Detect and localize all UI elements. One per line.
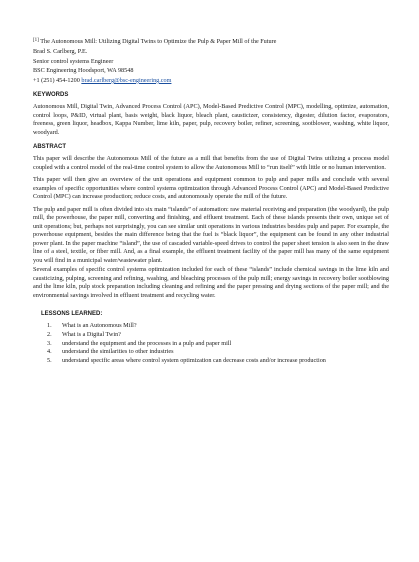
abstract-paragraph-1: This paper will describe the Autonomous Mill of the future as a mill that benefits from the use of Digital Twins utilizing a process model coupled with a control model of the real-time control system to allow the Autonomous Mill to “run itself” with little or no human intervention. — [33, 155, 389, 171]
author-phone: +1 (251) 454-1200 — [33, 76, 80, 84]
lessons-learned-list — [33, 322, 389, 365]
list-item-number: 4. — [47, 348, 52, 356]
paper-title — [33, 36, 389, 46]
author-contact — [33, 76, 389, 86]
list-item — [33, 322, 389, 331]
list-item-text: understand specific areas where control system optimization can decrease costs and/or increase production — [62, 356, 326, 364]
lessons-learned-heading: LESSONS LEARNED: — [41, 311, 103, 318]
abstract-paragraph-2: This paper will then give an overview of the unit operations and equipment common to pulp and paper mills and conclude with several examples of specific opportunities where control systems optimization through Advanced Process Control (APC) and Model-Based Predictive Control (MPC) can increase production; reduce costs, and autonomously operate the mill of the future. — [33, 176, 389, 201]
paper-title-text: The Autonomous Mill: Utilizing Digital Twins to Optimize the Pulp & Paper Mill of the Future — [40, 38, 277, 45]
list-item-text: What is a Digital Twin? — [62, 330, 121, 338]
author-name: Brad S. Carlberg, P.E. — [33, 48, 88, 55]
list-item-number: 5. — [47, 356, 52, 364]
list-item — [33, 331, 389, 340]
document-page — [33, 36, 389, 365]
list-item-text: understand the similarities to other industries — [62, 348, 174, 356]
list-item-text: understand the equipment and the processes in a pulp and paper mill — [62, 339, 232, 347]
list-item-number: 3. — [47, 339, 52, 347]
keywords-heading: KEYWORDS — [33, 92, 69, 99]
list-item-number: 2. — [47, 330, 52, 338]
list-item — [33, 340, 389, 349]
author-email-link[interactable]: brad.carlberg@bsc-engineering.com — [81, 76, 172, 84]
abstract-heading: ABSTRACT — [33, 144, 66, 151]
list-item-text: What is an Autonomous Mill? — [62, 322, 137, 330]
footnote-marker: [1] — [33, 38, 39, 43]
abstract-paragraph-4: Several examples of specific control systems optimization included for each of these “islands” include chemical savings in the lime kiln and causticizing, pulping, screening and refining, washing, and bleaching processes of the pulp mill; energy savings in recovery boiler sootblowing and the lime kiln, pulp stock preparation including cleaning and refining and the paper pressing and drying sections of the paper mill; and the environmental savings involved in effluent treatment and recycling water. — [33, 266, 389, 299]
author-company-address: BSC Engineering Hoodsport, WA 98548 — [33, 67, 134, 75]
author-position: Senior control systems Engineer — [33, 57, 114, 65]
abstract-paragraph-3: The pulp and paper mill is often divided into six main “islands” of automation: raw material receiving and preparation (the woodyard), the pulp mill, the powerhouse, the paper mill, converting and finishing, and effluent treatment. Each of these islands presents their own, unique set of unit operations; but, perhaps not surprisingly, you can see similar unit operations in various industries besides pulp and paper. For example, the powerhouse equipment, besides the main difference being that the fuel is “black liquor”, the equipment can be found in any other industrial power plant. In the paper machine “island”, the use of cascaded variable-speed drives to control the paper sheet tension is also seen in the draw line of a steel, textile, or fiber mill. And, as a final example, the effluent treatment facility of the paper mill has many of the same equipment you will find in a municipal water/wastewater plant. — [33, 205, 389, 264]
keywords-text: Autonomous Mill, Digital Twin, Advanced Process Control (APC), Model-Based Predictive Control (MPC), modelling, optimize, automation, control loops, P&ID, virtual plant, basis weight, black liquor, bleach plant, causticizer, consistency, digester, dilution factor, evaporators, freeness, green liquor, headbox, Kappa Number, lime kiln, paper, pulp, recovery boiler, refiner, screening, sootblower, washing, white liquor, woodyard. — [33, 103, 389, 136]
list-item — [33, 357, 389, 366]
list-item-number: 1. — [47, 322, 52, 330]
list-item — [33, 348, 389, 357]
